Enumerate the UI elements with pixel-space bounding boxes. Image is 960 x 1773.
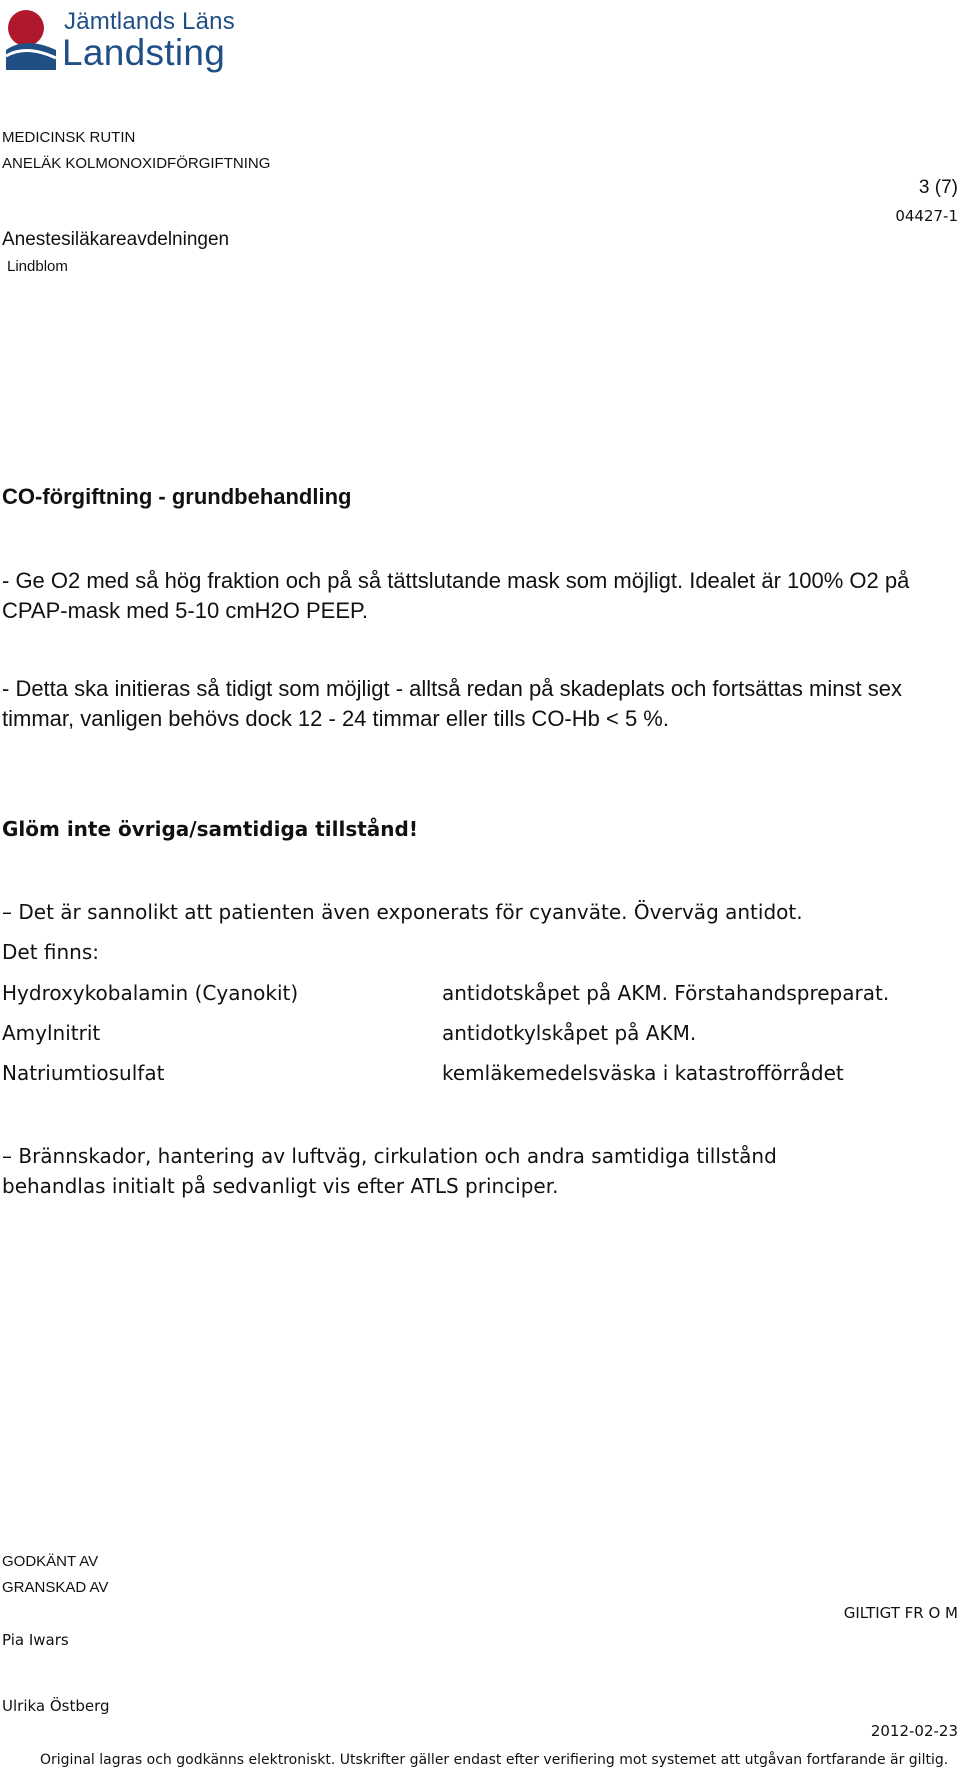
- page-number: 3 (7): [918, 177, 958, 198]
- antidote-location: kemläkemedelsväska i katastrofförrådet: [442, 1061, 844, 1085]
- burns-note-line-2: behandlas initialt på sedvanligt vis efter ATLS principer.: [2, 1174, 559, 1198]
- landsting-logo: [4, 4, 236, 80]
- burns-note-line-1: – Brännskador, hantering av luftväg, cirkulation och andra samtidiga tillstånd: [2, 1144, 777, 1168]
- antidote-location: antidotkylskåpet på AKM.: [442, 1021, 697, 1045]
- paragraph-duration: - Detta ska initieras så tidigt som möjligt - alltså redan på skadeplats och fortsättas minst sex timmar, vanligen behövs dock 12 - 24 timmar eller tills CO-Hb < 5 %.: [2, 676, 902, 731]
- valid-from-date: 2012-02-23: [870, 1722, 958, 1740]
- valid-from-label: GILTIGT FR O M: [843, 1604, 958, 1622]
- footer-note: Original lagras och godkänns elektroniskt. Utskrifter gäller endast efter verifiering mot systemet att utgåvan fortfarande är giltig.: [40, 1752, 949, 1768]
- approved-label: GODKÄNT AV: [2, 1553, 99, 1570]
- doc-type: MEDICINSK RUTIN: [2, 129, 136, 146]
- department: Anestesiläkareavdelningen: [2, 229, 230, 250]
- logo-line-2: Landsting: [62, 32, 226, 73]
- cyanide-note: – Det är sannolikt att patienten även exponerats för cyanväte. Överväg antidot.: [2, 900, 803, 924]
- reviewer-name: Pia Iwars: [2, 1631, 69, 1649]
- antidote-name: Amylnitrit: [2, 1021, 101, 1045]
- doc-number: 04427-1: [895, 207, 958, 225]
- approver-name: Ulrika Östberg: [2, 1697, 110, 1715]
- logo-mark-icon: [4, 6, 62, 72]
- doc-title: ANELÄK KOLMONOXIDFÖRGIFTNING: [2, 155, 271, 172]
- antidote-location: antidotskåpet på AKM. Förstahandspreparat.: [442, 981, 890, 1005]
- warning-heading: Glöm inte övriga/samtidiga tillstånd!: [2, 817, 418, 841]
- antidote-name: Hydroxykobalamin (Cyanokit): [2, 981, 299, 1005]
- author: Lindblom: [7, 258, 68, 275]
- reviewed-label: GRANSKAD AV: [2, 1579, 109, 1596]
- section-heading: CO-förgiftning - grundbehandling: [2, 484, 352, 509]
- logo-line-1: Jämtlands Läns: [64, 8, 235, 35]
- available-label: Det finns:: [2, 940, 100, 964]
- antidote-name: Natriumtiosulfat: [2, 1061, 165, 1085]
- paragraph-oxygen: - Ge O2 med så hög fraktion och på så tättslutande mask som möjligt. Idealet är 100% O2 på CPAP-mask med 5-10 cmH2O PEEP.: [2, 568, 910, 623]
